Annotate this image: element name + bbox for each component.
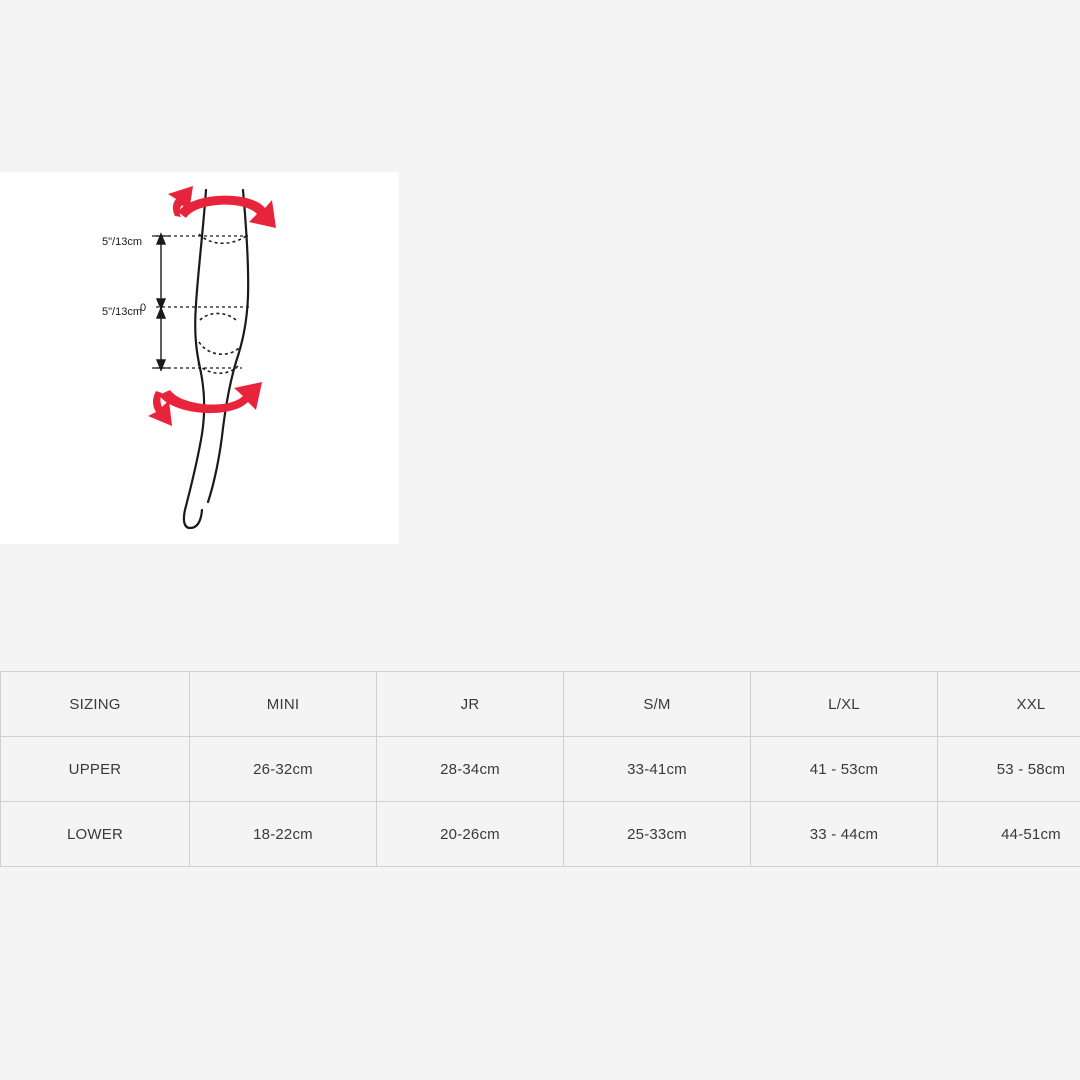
lower-dimension-arrow	[157, 308, 165, 370]
upper-measure-label: 5"/13cm	[102, 236, 142, 248]
cell-lower-sm: 25-33cm	[564, 802, 751, 867]
row-label-upper: UPPER	[1, 737, 190, 802]
table-row	[1, 737, 1080, 802]
header-cell-sizing: SIZING	[1, 672, 190, 737]
cell-lower-xxl: 44-51cm	[938, 802, 1080, 867]
leg-diagram-svg	[0, 172, 399, 544]
cell-upper-mini: 26-32cm	[190, 737, 377, 802]
cell-lower-jr: 20-26cm	[377, 802, 564, 867]
row-label-lower: LOWER	[1, 802, 190, 867]
lower-measure-label: 5"/13cm	[102, 306, 142, 318]
cell-upper-lxl: 41 - 53cm	[751, 737, 938, 802]
cell-upper-xxl: 53 - 58cm	[938, 737, 1080, 802]
header-cell-jr: JR	[377, 672, 564, 737]
leg-measurement-diagram-panel	[0, 172, 399, 544]
cell-lower-lxl: 33 - 44cm	[751, 802, 938, 867]
header-cell-mini: MINI	[190, 672, 377, 737]
cell-lower-mini: 18-22cm	[190, 802, 377, 867]
header-cell-sm: S/M	[564, 672, 751, 737]
knee-detail-icon	[199, 313, 239, 354]
header-cell-lxl: L/XL	[751, 672, 938, 737]
cell-upper-jr: 28-34cm	[377, 737, 564, 802]
table-row	[1, 802, 1080, 867]
sizing-table-container	[0, 671, 1080, 867]
sizing-table	[0, 671, 1080, 867]
upper-circumference-arrow-icon	[168, 186, 276, 228]
header-cell-xxl: XXL	[938, 672, 1080, 737]
upper-dimension-arrow	[157, 234, 165, 309]
cell-upper-sm: 33-41cm	[564, 737, 751, 802]
table-header-row	[1, 672, 1080, 737]
center-zero-label: 0	[140, 302, 147, 314]
